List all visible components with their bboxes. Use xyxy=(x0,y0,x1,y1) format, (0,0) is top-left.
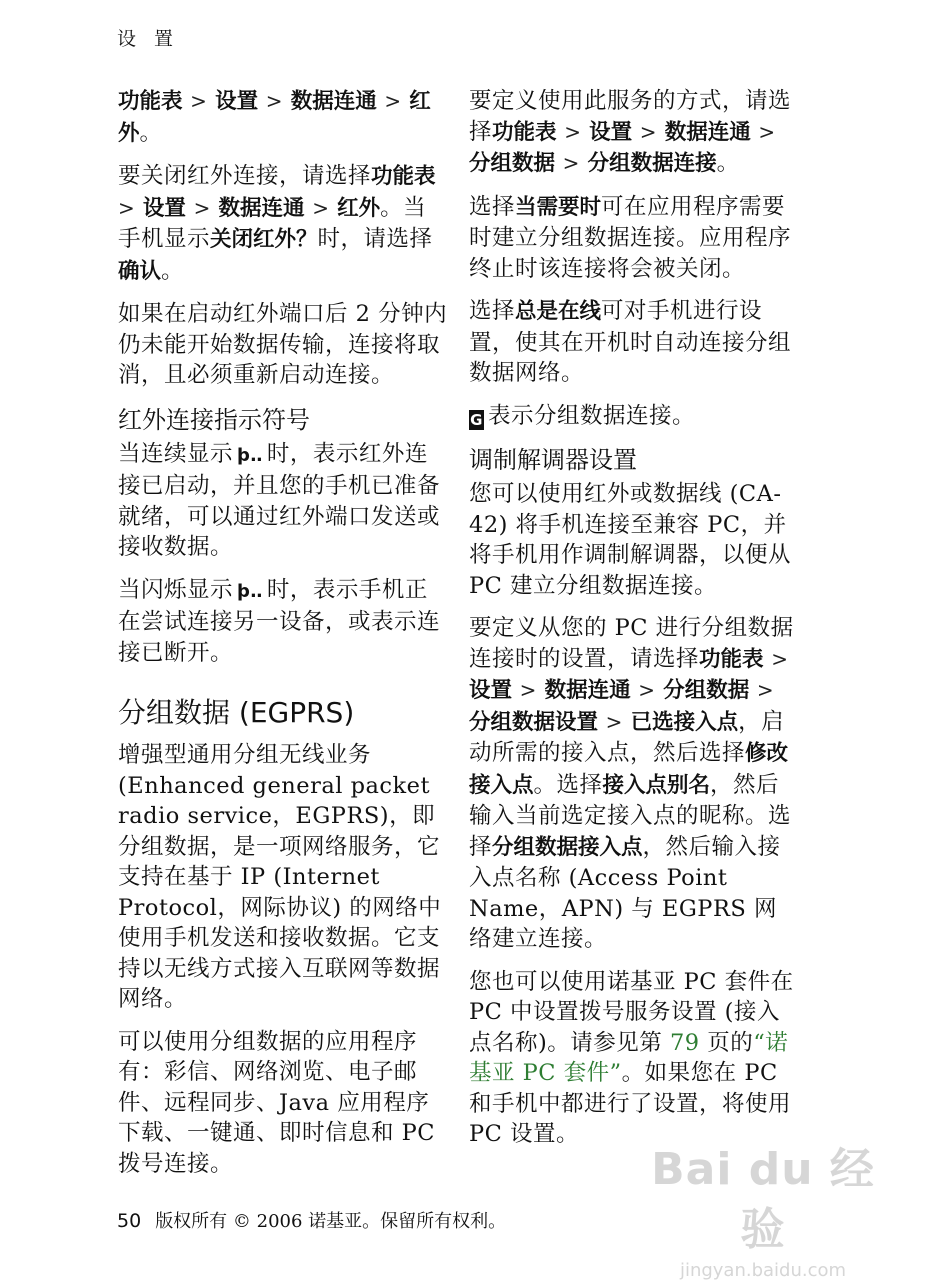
egprs-heading: 分组数据 (EGPRS) xyxy=(118,696,355,729)
packet-data-connection-path: 要定义使用此服务的方式，请选择功能表 > 设置 > 数据连通 > 分组数据 > 分组数据连接。 xyxy=(469,88,792,176)
page-reference-link[interactable]: 79 xyxy=(669,1029,700,1056)
infrared-blinking-icon: ϸ‥ xyxy=(237,580,263,602)
close-infrared-paragraph: 要关闭红外连接，请选择功能表 > 设置 > 数据连通 > 红外。当手机显示关闭红外？时，请选择确认。 xyxy=(118,163,436,284)
continuous-indicator-paragraph: 当连续显示 ϸ‥ 时，表示红外连接已启动，并且您的手机已准备就绪，可以通过红外端口发送或接收数据。 xyxy=(118,440,441,560)
modem-description: 您可以使用红外或数据线 (CA-42) 将手机连接至兼容 PC，并将手机用作调制解调器，以便从 PC 建立分组数据连接。 xyxy=(469,481,792,599)
copyright-text: 版权所有 © 2006 诺基亚。保留所有权利。 xyxy=(155,1211,507,1232)
left-column xyxy=(118,86,448,1191)
right-column xyxy=(469,86,799,1162)
packet-data-g-icon: G xyxy=(470,410,483,429)
section-header: 设 置 xyxy=(117,28,180,50)
infrared-indicator-icon: ϸ‥ xyxy=(237,444,263,466)
egprs-description: 增强型通用分组无线业务 (Enhanced general packet radio service，EGPRS)，即分组数据，是一项网络服务，它支持在基于 IP (Internet Protocol，网际协议) 的网络中使用手机发送和接收数据。它支持以无线方式接入互联网等数据网络。 xyxy=(118,742,442,1012)
page-footer xyxy=(117,1207,506,1233)
packet-indicator-paragraph: G 表示分组数据连接。 xyxy=(470,402,696,429)
pc-settings-paragraph: 要定义从您的 PC 进行分组数据连接时的设置，请选择功能表 > 设置 > 数据连通 > 分组数据 > 分组数据设置 > 已选接入点，启动所需的接入点，然后选择修改接入点。选择接入点别名，然后输入当前选定接入点的昵称。选择分组数据接入点，然后输入接入点名称 (Access Point Name，APN) 与 EGPRS 网络建立连接。 xyxy=(469,615,794,952)
egprs-applications: 可以使用分组数据的应用程序有：彩信、网络浏览、电子邮件、远程同步、Java 应用程序下载、一键通、即时信息和 PC 拨号连接。 xyxy=(118,1028,436,1177)
menu-path-infrared: 功能表 > 设置 > 数据连通 > 红外。 xyxy=(118,89,431,146)
pc-suite-link[interactable]: “诺基亚 PC 套件” xyxy=(469,1029,789,1086)
pc-suite-paragraph: 您也可以使用诺基亚 PC 套件在 PC 中设置拨号服务设置 (接入点名称)。请参见第 79 页的“诺基亚 PC 套件”。如果您在 PC 和手机中都进行了设置，将使用 PC 设置。 xyxy=(469,968,794,1147)
watermark-logo: Bai du 经验 xyxy=(651,1144,875,1255)
page-number: 50 xyxy=(117,1210,142,1232)
always-online-paragraph: 选择总是在线可对手机进行设置，使其在开机时自动连接分组数据网络。 xyxy=(469,298,792,386)
infrared-indicator-heading: 红外连接指示符号 xyxy=(118,405,310,434)
when-needed-paragraph: 选择当需要时可在应用程序需要时建立分组数据连接。应用程序终止时该连接将会被关闭。 xyxy=(469,193,792,282)
watermark-url: jingyan.baidu.com xyxy=(679,1260,847,1281)
blinking-indicator-paragraph: 当闪烁显示 ϸ‥ 时，表示手机正在尝试连接另一设备，或表示连接已断开。 xyxy=(118,576,441,666)
baidu-jingyan-watermark xyxy=(648,1140,878,1281)
modem-settings-heading: 调制解调器设置 xyxy=(469,446,637,474)
timeout-paragraph: 如果在启动红外端口后 2 分钟内仍未能开始数据传输，连接将取消，且必须重新启动连接。 xyxy=(118,301,448,388)
